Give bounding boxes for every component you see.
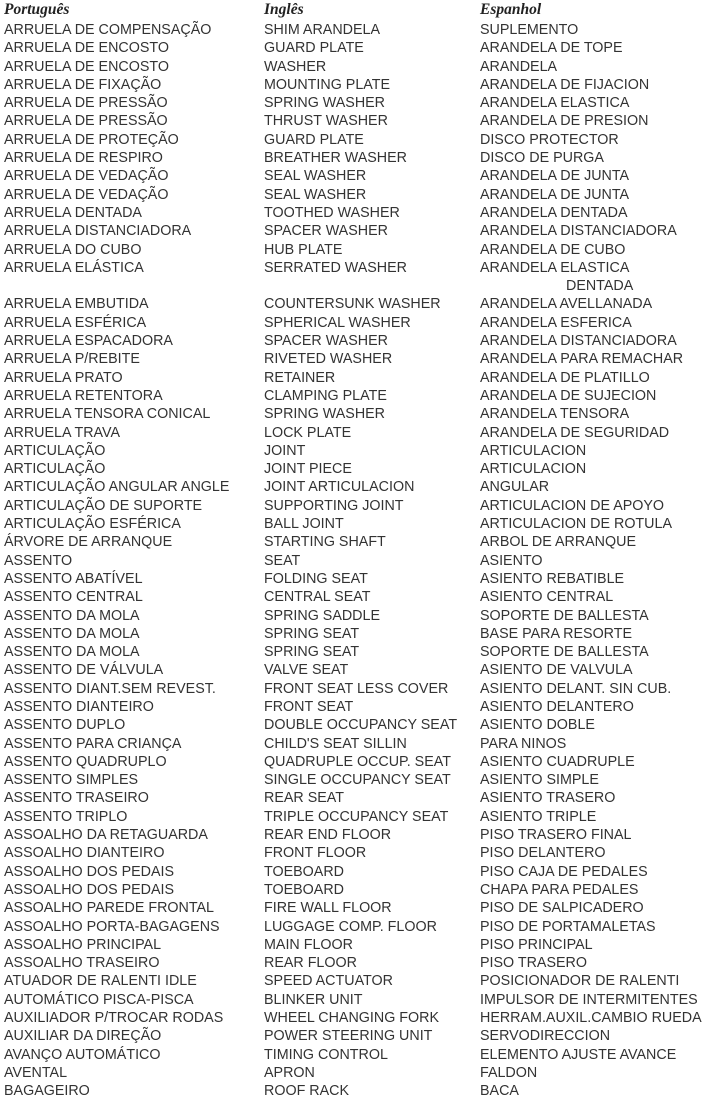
- term-english: BREATHER WASHER: [264, 150, 407, 167]
- term-portuguese: ARRUELA ELÁSTICA: [4, 259, 144, 276]
- term-portuguese: ARRUELA P/REBITE: [4, 351, 140, 368]
- term-english: SEAL WASHER: [264, 168, 367, 185]
- term-english: HUB PLATE: [264, 241, 343, 258]
- table-row: [0, 588, 717, 606]
- term-portuguese: ARRUELA DE ENCOSTO: [4, 40, 169, 57]
- term-spanish: PISO CAJA DE PEDALES: [480, 863, 648, 880]
- table-row: [0, 771, 717, 789]
- term-english: SPRING WASHER: [264, 406, 386, 423]
- term-spanish: POSICIONADOR DE RALENTI: [480, 973, 680, 990]
- term-english: SEAT: [264, 552, 301, 569]
- term-english: DOUBLE OCCUPANCY SEAT: [264, 717, 458, 734]
- term-portuguese: ASSENTO TRIPLO: [4, 808, 128, 825]
- term-spanish: ARBOL DE ARRANQUE: [480, 534, 636, 551]
- term-english: WASHER: [264, 58, 327, 75]
- term-english: REAR END FLOOR: [264, 827, 392, 844]
- term-english: ROOF RACK: [264, 1083, 349, 1100]
- term-english: TOEBOARD: [264, 881, 344, 898]
- term-spanish: PISO TRASERO: [480, 955, 587, 972]
- term-portuguese: ARRUELA DE RESPIRO: [4, 150, 163, 167]
- term-portuguese: ARRUELA DE VEDAÇÃO: [4, 168, 169, 185]
- term-spanish: ASIENTO DELANTERO: [480, 698, 634, 715]
- term-portuguese: ASSENTO DA MOLA: [4, 625, 140, 642]
- term-spanish: ARTICULACION DE ROTULA: [480, 516, 672, 533]
- term-spanish: ARANDELA DISTANCIADORA: [480, 223, 677, 240]
- term-portuguese: AUTOMÁTICO PISCA-PISCA: [4, 991, 194, 1008]
- term-english: SPRING WASHER: [264, 95, 386, 112]
- term-spanish-continuation: DENTADA: [566, 278, 634, 295]
- term-english: SUPPORTING JOINT: [264, 497, 404, 514]
- term-spanish: ARANDELA DE FIJACION: [480, 76, 650, 93]
- term-spanish: ANGULAR: [480, 479, 550, 496]
- term-portuguese: ARRUELA TRAVA: [4, 424, 121, 441]
- term-spanish: ARANDELA DE CUBO: [480, 241, 626, 258]
- term-spanish: ARANDELA DENTADA: [480, 204, 628, 221]
- term-english: STARTING SHAFT: [264, 534, 386, 551]
- term-portuguese: ASSENTO PARA CRIANÇA: [4, 735, 182, 752]
- term-spanish: ARTICULACION: [480, 461, 587, 478]
- term-portuguese: ARRUELA DE PRESSÃO: [4, 95, 168, 112]
- term-portuguese: ASSENTO DIANT.SEM REVEST.: [4, 680, 216, 697]
- term-spanish: ARANDELA PARA REMACHAR: [480, 351, 684, 368]
- table-row: [0, 918, 717, 936]
- table-row: [0, 405, 717, 423]
- term-english: TOEBOARD: [264, 863, 344, 880]
- term-portuguese: ARRUELA DE PRESSÃO: [4, 113, 168, 130]
- term-english: TRIPLE OCCUPANCY SEAT: [264, 808, 449, 825]
- term-english: COUNTERSUNK WASHER: [264, 296, 441, 313]
- term-portuguese: ARRUELA DO CUBO: [4, 241, 142, 258]
- term-portuguese: ASSENTO DA MOLA: [4, 607, 140, 624]
- term-portuguese: ASSOALHO DIANTEIRO: [4, 845, 165, 862]
- term-spanish: IMPULSOR DE INTERMITENTES: [480, 991, 698, 1008]
- term-spanish: ARANDELA: [480, 58, 558, 75]
- term-portuguese: ASSOALHO PORTA-BAGAGENS: [4, 918, 220, 935]
- term-english: FOLDING SEAT: [264, 570, 368, 587]
- term-english: SPRING SEAT: [264, 625, 360, 642]
- term-portuguese: ARRUELA DE FIXAÇÃO: [4, 76, 162, 93]
- term-spanish: ASIENTO SIMPLE: [480, 772, 599, 789]
- table-row: [0, 149, 717, 167]
- table-row: [0, 991, 717, 1009]
- table-row: [0, 94, 717, 112]
- glossary-table: [0, 21, 717, 1101]
- table-row: [0, 277, 717, 295]
- term-spanish: DISCO PROTECTOR: [480, 131, 619, 148]
- table-row: [0, 1082, 717, 1100]
- term-english: TIMING CONTROL: [264, 1046, 388, 1063]
- term-spanish: ASIENTO DE VALVULA: [480, 662, 633, 679]
- term-spanish: ARANDELA DE PRESION: [480, 113, 649, 130]
- table-row: [0, 387, 717, 405]
- term-english: TOOTHED WASHER: [264, 204, 400, 221]
- table-row: [0, 259, 717, 277]
- term-spanish: FALDON: [480, 1064, 538, 1081]
- table-row: [0, 735, 717, 753]
- term-portuguese: ASSENTO QUADRUPLO: [4, 753, 167, 770]
- table-row: [0, 972, 717, 990]
- term-portuguese: ASSOALHO TRASEIRO: [4, 955, 160, 972]
- term-portuguese: ÁRVORE DE ARRANQUE: [4, 534, 173, 551]
- term-english: FRONT SEAT: [264, 698, 354, 715]
- term-english: MOUNTING PLATE: [264, 76, 391, 93]
- term-portuguese: ARRUELA DE VEDAÇÃO: [4, 186, 169, 203]
- term-portuguese: ARRUELA DISTANCIADORA: [4, 223, 192, 240]
- term-spanish: DISCO DE PURGA: [480, 150, 604, 167]
- term-spanish: ARANDELA DE SUJECION: [480, 387, 657, 404]
- term-spanish: ASIENTO CUADRUPLE: [480, 753, 635, 770]
- term-portuguese: ARRUELA ESPACADORA: [4, 333, 173, 350]
- term-portuguese: ASSOALHO DA RETAGUARDA: [4, 827, 208, 844]
- term-portuguese: ARTICULAÇÃO ESFÉRICA: [4, 516, 181, 533]
- term-portuguese: ARRUELA DE ENCOSTO: [4, 58, 169, 75]
- term-english: SPRING SEAT: [264, 644, 360, 661]
- term-spanish: PISO DELANTERO: [480, 845, 606, 862]
- column-header-english: Inglês: [264, 1, 304, 18]
- term-spanish: ASIENTO DELANT. SIN CUB.: [480, 680, 672, 697]
- term-portuguese: ATUADOR DE RALENTI IDLE: [4, 973, 197, 990]
- term-english: SPRING SADDLE: [264, 607, 380, 624]
- term-portuguese: ASSENTO: [4, 552, 73, 569]
- term-spanish: PISO DE SALPICADERO: [480, 900, 644, 917]
- table-row: [0, 826, 717, 844]
- term-spanish: ASIENTO CENTRAL: [480, 589, 614, 606]
- term-english: SPACER WASHER: [264, 333, 388, 350]
- term-portuguese: AVANÇO AUTOMÁTICO: [4, 1046, 161, 1063]
- term-spanish: ARANDELA DE TOPE: [480, 40, 623, 57]
- term-spanish: ARANDELA TENSORA: [480, 406, 630, 423]
- term-english: VALVE SEAT: [264, 662, 349, 679]
- term-english: MAIN FLOOR: [264, 936, 353, 953]
- term-portuguese: ARTICULAÇÃO: [4, 461, 106, 478]
- table-row: [0, 1046, 717, 1064]
- term-portuguese: ASSENTO CENTRAL: [4, 589, 143, 606]
- term-portuguese: ARRUELA DE COMPENSAÇÃO: [4, 22, 212, 38]
- term-spanish: ASIENTO REBATIBLE: [480, 570, 625, 587]
- term-portuguese: ASSENTO ABATÍVEL: [4, 570, 143, 587]
- table-row: [0, 424, 717, 442]
- term-spanish: ASIENTO DOBLE: [480, 717, 595, 734]
- term-english: THRUST WASHER: [264, 113, 388, 130]
- term-portuguese: ARTICULAÇÃO DE SUPORTE: [4, 497, 203, 514]
- term-spanish: ARANDELA DE PLATILLO: [480, 369, 650, 386]
- table-row: [0, 881, 717, 899]
- term-english: SERRATED WASHER: [264, 259, 407, 276]
- term-portuguese: ASSENTO DE VÁLVULA: [4, 662, 164, 679]
- term-portuguese: ASSENTO SIMPLES: [4, 772, 139, 789]
- term-english: FRONT FLOOR: [264, 845, 367, 862]
- table-row: [0, 899, 717, 917]
- table-row: [0, 1027, 717, 1045]
- term-english: BLINKER UNIT: [264, 991, 363, 1008]
- table-row: [0, 753, 717, 771]
- table-row: [0, 204, 717, 222]
- term-portuguese: ARRUELA PRATO: [4, 369, 123, 386]
- term-english: REAR FLOOR: [264, 955, 357, 972]
- table-row: [0, 808, 717, 826]
- table-row: [0, 515, 717, 533]
- term-portuguese: ASSENTO DUPLO: [4, 717, 126, 734]
- term-english: JOINT ARTICULACION: [264, 479, 415, 496]
- table-row: [0, 698, 717, 716]
- term-english: BALL JOINT: [264, 516, 344, 533]
- term-english: GUARD PLATE: [264, 131, 364, 148]
- term-spanish: SERVODIRECCION: [480, 1028, 611, 1045]
- term-spanish: BACA: [480, 1083, 519, 1100]
- term-english: FRONT SEAT LESS COVER: [264, 680, 449, 697]
- table-row: [0, 295, 717, 313]
- column-header-spanish: Espanhol: [480, 1, 542, 18]
- term-portuguese: ARRUELA ESFÉRICA: [4, 314, 147, 331]
- table-row: [0, 552, 717, 570]
- table-row: [0, 863, 717, 881]
- term-spanish: ARANDELA ESFERICA: [480, 314, 632, 331]
- term-spanish: PISO DE PORTAMALETAS: [480, 918, 656, 935]
- table-row: [0, 936, 717, 954]
- term-spanish: ARANDELA AVELLANADA: [480, 296, 653, 313]
- table-row: [0, 167, 717, 185]
- table-row: [0, 76, 717, 94]
- term-english: LOCK PLATE: [264, 424, 352, 441]
- term-spanish: ARANDELA DE JUNTA: [480, 168, 630, 185]
- table-row: [0, 332, 717, 350]
- term-english: REAR SEAT: [264, 790, 344, 807]
- table-row: [0, 21, 717, 39]
- table-row: [0, 314, 717, 332]
- term-portuguese: ARRUELA TENSORA CONICAL: [4, 406, 211, 423]
- term-english: SPACER WASHER: [264, 223, 388, 240]
- term-spanish: ASIENTO TRASERO: [480, 790, 616, 807]
- column-header-portuguese: Português: [4, 1, 70, 18]
- term-portuguese: ARTICULAÇÃO: [4, 442, 106, 459]
- term-english: CLAMPING PLATE: [264, 387, 387, 404]
- term-portuguese: ASSENTO DA MOLA: [4, 644, 140, 661]
- term-spanish: ARANDELA ELASTICA: [480, 95, 630, 112]
- table-row: [0, 1064, 717, 1082]
- table-row: [0, 39, 717, 57]
- table-row: [0, 570, 717, 588]
- term-portuguese: ARRUELA EMBUTIDA: [4, 296, 149, 313]
- term-portuguese: AUXILIAR DA DIREÇÃO: [4, 1028, 162, 1045]
- term-portuguese: ASSENTO TRASEIRO: [4, 790, 149, 807]
- table-row: [0, 533, 717, 551]
- term-portuguese: ASSOALHO DOS PEDAIS: [4, 881, 175, 898]
- term-spanish: SOPORTE DE BALLESTA: [480, 607, 649, 624]
- table-row: [0, 607, 717, 625]
- term-spanish: PISO PRINCIPAL: [480, 936, 593, 953]
- term-english: SPEED ACTUATOR: [264, 973, 393, 990]
- term-english: APRON: [264, 1064, 315, 1081]
- table-row: [0, 186, 717, 204]
- term-spanish: ARANDELA ELASTICA: [480, 259, 630, 276]
- term-spanish: PISO TRASERO FINAL: [480, 827, 632, 844]
- term-english: JOINT: [264, 442, 306, 459]
- term-portuguese: ASSOALHO DOS PEDAIS: [4, 863, 175, 880]
- term-english: SHIM ARANDELA: [264, 22, 380, 38]
- term-english: FIRE WALL FLOOR: [264, 900, 392, 917]
- table-row: [0, 241, 717, 259]
- table-row: [0, 112, 717, 130]
- table-row: [0, 478, 717, 496]
- term-spanish: PARA NINOS: [480, 735, 567, 752]
- table-row: [0, 58, 717, 76]
- table-row: [0, 1009, 717, 1027]
- term-spanish: ARANDELA DE JUNTA: [480, 186, 630, 203]
- term-english: QUADRUPLE OCCUP. SEAT: [264, 753, 451, 770]
- term-portuguese: ARRUELA DENTADA: [4, 204, 142, 221]
- term-portuguese: BAGAGEIRO: [4, 1083, 90, 1100]
- term-portuguese: AUXILIADOR P/TROCAR RODAS: [4, 1010, 224, 1027]
- term-english: LUGGAGE COMP. FLOOR: [264, 918, 437, 935]
- table-row: [0, 680, 717, 698]
- term-portuguese: ASSOALHO PAREDE FRONTAL: [4, 900, 214, 917]
- term-spanish: ARTICULACION: [480, 442, 587, 459]
- term-spanish: BASE PARA RESORTE: [480, 625, 633, 642]
- table-row: [0, 460, 717, 478]
- term-portuguese: ARRUELA RETENTORA: [4, 387, 163, 404]
- table-row: [0, 716, 717, 734]
- table-row: [0, 789, 717, 807]
- table-row: [0, 131, 717, 149]
- table-row: [0, 625, 717, 643]
- term-spanish: SUPLEMENTO: [480, 22, 579, 38]
- term-english: RIVETED WASHER: [264, 351, 393, 368]
- table-row: [0, 643, 717, 661]
- term-spanish: ASIENTO: [480, 552, 543, 569]
- term-english: SPHERICAL WASHER: [264, 314, 411, 331]
- term-english: CENTRAL SEAT: [264, 589, 371, 606]
- table-row: [0, 844, 717, 862]
- term-portuguese: AVENTAL: [4, 1064, 68, 1081]
- table-row: [0, 222, 717, 240]
- term-spanish: ARTICULACION DE APOYO: [480, 497, 665, 514]
- term-spanish: ARANDELA DE SEGURIDAD: [480, 424, 670, 441]
- term-portuguese: ASSOALHO PRINCIPAL: [4, 936, 162, 953]
- table-row: [0, 369, 717, 387]
- term-english: SINGLE OCCUPANCY SEAT: [264, 772, 451, 789]
- term-english: POWER STEERING UNIT: [264, 1028, 433, 1045]
- term-spanish: ELEMENTO AJUSTE AVANCE: [480, 1046, 677, 1063]
- table-row: [0, 350, 717, 368]
- term-portuguese: ASSENTO DIANTEIRO: [4, 698, 154, 715]
- table-row: [0, 497, 717, 515]
- term-portuguese: ARTICULAÇÃO ANGULAR ANGLE: [4, 479, 230, 496]
- table-row: [0, 661, 717, 679]
- term-spanish: SOPORTE DE BALLESTA: [480, 644, 649, 661]
- term-english: WHEEL CHANGING FORK: [264, 1010, 440, 1027]
- table-row: [0, 954, 717, 972]
- term-english: CHILD'S SEAT SILLIN: [264, 735, 407, 752]
- term-english: SEAL WASHER: [264, 186, 367, 203]
- term-english: RETAINER: [264, 369, 336, 386]
- term-spanish: CHAPA PARA PEDALES: [480, 881, 639, 898]
- term-portuguese: ARRUELA DE PROTEÇÃO: [4, 131, 179, 148]
- term-spanish: ARANDELA DISTANCIADORA: [480, 333, 677, 350]
- term-spanish: HERRAM.AUXIL.CAMBIO RUEDA: [480, 1010, 702, 1027]
- table-row: [0, 442, 717, 460]
- term-spanish: ASIENTO TRIPLE: [480, 808, 597, 825]
- term-english: GUARD PLATE: [264, 40, 364, 57]
- term-english: JOINT PIECE: [264, 461, 352, 478]
